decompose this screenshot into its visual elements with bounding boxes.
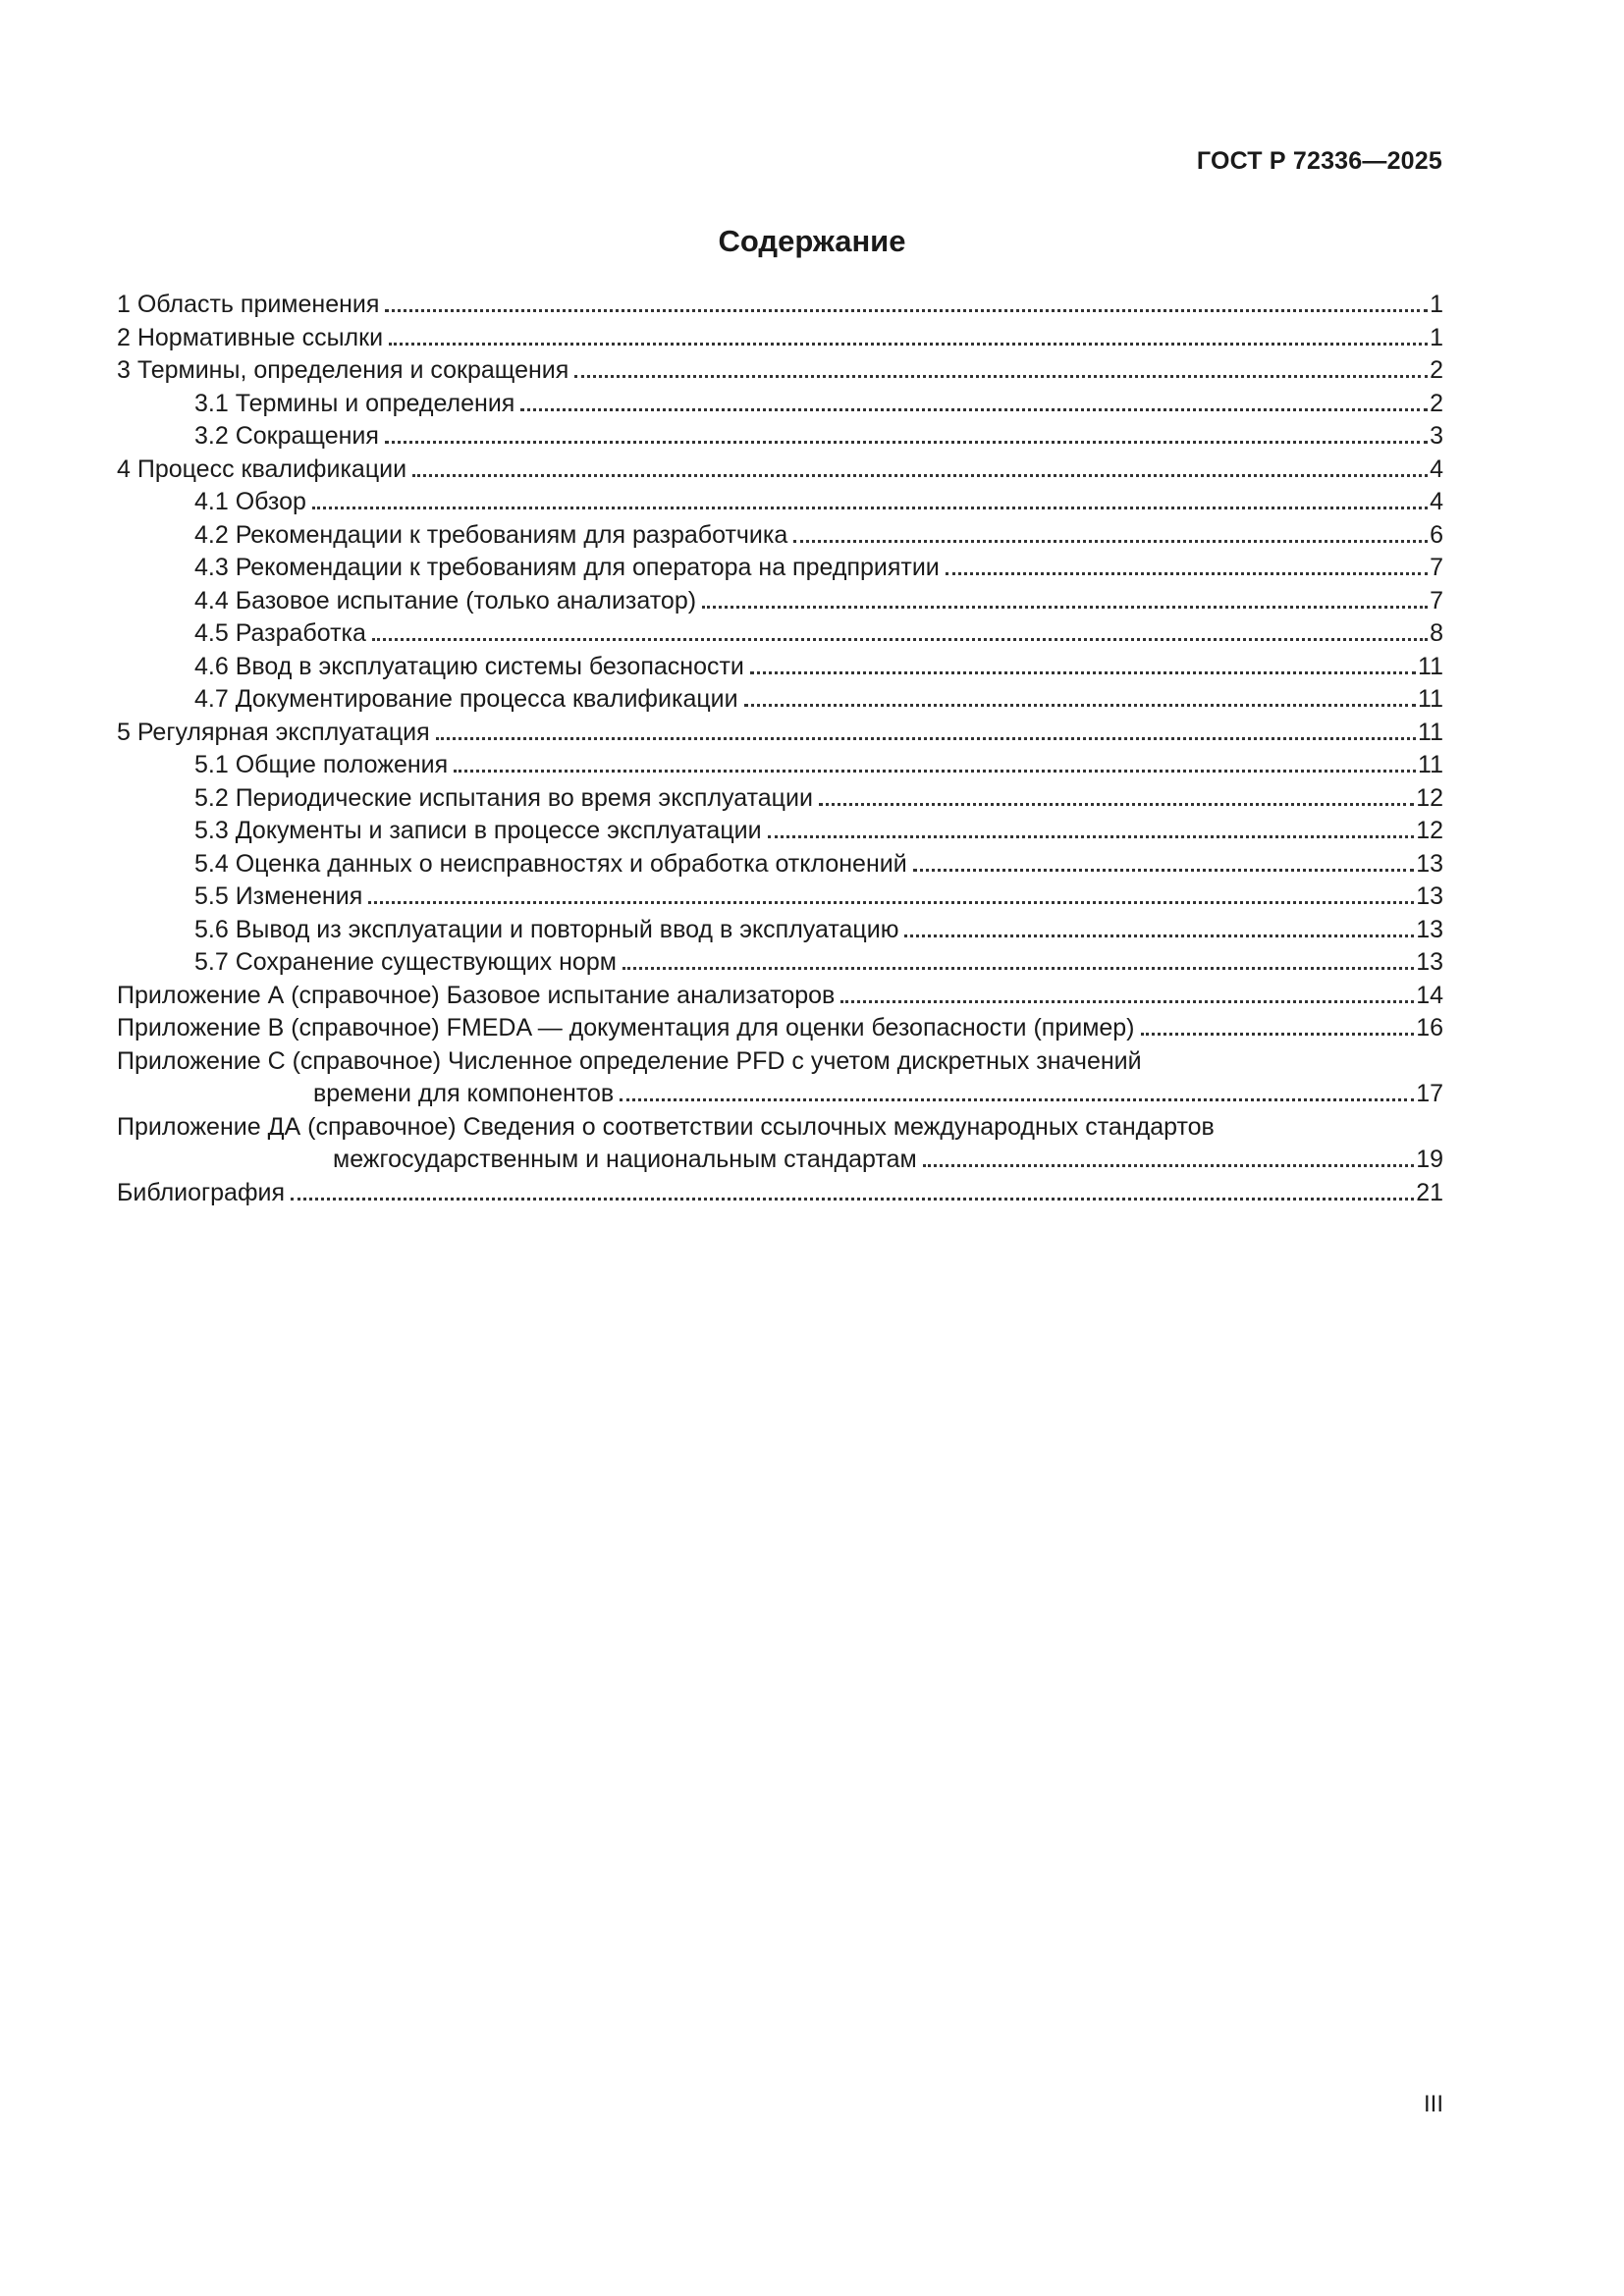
toc-entry-appendix-da[interactable] xyxy=(117,1111,1443,1177)
toc-entry[interactable] xyxy=(117,617,1443,651)
toc-entry[interactable] xyxy=(117,322,1443,355)
toc-entry-title: 4.2 Рекомендации к требованиям для разработчика xyxy=(194,520,788,549)
dot-leader xyxy=(312,507,1428,509)
toc-entry-title: 3 Термины, определения и сокращения xyxy=(117,356,569,384)
toc-entry-page: 11 xyxy=(1418,718,1443,746)
dot-leader xyxy=(368,901,1414,904)
toc-entry[interactable] xyxy=(117,486,1443,519)
toc-entry-page: 21 xyxy=(1416,1178,1443,1206)
toc-entry-page: 1 xyxy=(1430,291,1443,318)
dot-leader xyxy=(923,1164,1415,1167)
toc-entry-title: 1 Область применения xyxy=(117,291,380,318)
toc-entry-page: 2 xyxy=(1430,389,1443,417)
toc-entry-page: 6 xyxy=(1430,520,1443,549)
dot-leader xyxy=(913,869,1415,872)
toc-entry-title: 3.1 Термины и определения xyxy=(194,389,515,417)
toc-entry-bibliography[interactable] xyxy=(117,1177,1443,1210)
dot-leader xyxy=(623,967,1414,970)
toc-entry-appendix-c[interactable] xyxy=(117,1045,1443,1111)
dot-leader xyxy=(946,572,1428,575)
toc-entry[interactable] xyxy=(117,782,1443,816)
toc-entry-page: 11 xyxy=(1418,685,1443,713)
dot-leader xyxy=(620,1098,1414,1101)
toc-entry-title: Приложение ДА (справочное) Сведения о соответствии ссылочных международных стандартов xyxy=(117,1112,1215,1141)
toc-entry-title: 3.2 Сокращения xyxy=(194,422,379,450)
dot-leader xyxy=(372,638,1428,641)
dot-leader xyxy=(702,606,1428,609)
toc-entry-title: Библиография xyxy=(117,1178,286,1206)
dot-leader xyxy=(744,704,1416,707)
toc-entry-page: 2 xyxy=(1430,356,1443,384)
toc-entry-title: 4.6 Ввод в эксплуатацию системы безопасности xyxy=(194,652,744,680)
dot-leader xyxy=(454,770,1416,773)
dot-leader xyxy=(819,803,1414,806)
dot-leader xyxy=(520,408,1428,411)
toc-entry-page: 12 xyxy=(1416,783,1443,812)
toc-entry[interactable] xyxy=(117,651,1443,684)
toc-entry[interactable] xyxy=(117,519,1443,553)
toc-entry-title: 4.1 Обзор xyxy=(194,488,306,515)
toc-entry-title: 5 Регулярная эксплуатация xyxy=(117,718,430,746)
toc-entry-page: 13 xyxy=(1416,849,1443,878)
toc-entry-title: Приложение А (справочное) Базовое испытание анализаторов xyxy=(117,981,836,1009)
page-number: III xyxy=(1423,2091,1443,2117)
toc-entry-page: 14 xyxy=(1416,981,1443,1009)
dot-leader xyxy=(389,343,1428,346)
toc-entry-title-cont: времени для компонентов xyxy=(313,1080,615,1107)
toc-title: Содержание xyxy=(718,224,906,258)
toc-entry-page: 1 xyxy=(1430,323,1443,351)
toc-entry-title: 5.1 Общие положения xyxy=(194,751,449,778)
toc-entry-title: 4 Процесс квалификации xyxy=(117,454,407,483)
toc-entry[interactable] xyxy=(117,717,1443,750)
toc-entry-title: 5.2 Периодические испытания во время эксплуатации xyxy=(194,783,813,812)
toc-entry[interactable] xyxy=(117,552,1443,585)
toc-entry-title: 5.3 Документы и записи в процессе эксплуатации xyxy=(194,817,762,844)
toc-entry-page: 12 xyxy=(1416,817,1443,844)
toc-entry-title: 5.7 Сохранение существующих норм xyxy=(194,948,617,976)
toc-entry[interactable] xyxy=(117,420,1443,454)
toc-entry[interactable] xyxy=(117,881,1443,914)
toc-entry-title: 4.7 Документирование процесса квалификации xyxy=(194,685,738,713)
dot-leader xyxy=(385,309,1428,312)
dot-leader xyxy=(768,835,1415,838)
toc-entry-page: 13 xyxy=(1416,948,1443,976)
toc-entry-page: 17 xyxy=(1416,1080,1443,1107)
toc-entry-title: 5.5 Изменения xyxy=(194,882,363,910)
toc-entry-page: 19 xyxy=(1416,1146,1443,1173)
dot-leader xyxy=(1141,1033,1415,1036)
standard-code: ГОСТ Р 72336—2025 xyxy=(1196,147,1442,175)
toc-entry-title: 2 Нормативные ссылки xyxy=(117,323,384,351)
toc-entry-page: 11 xyxy=(1418,652,1443,680)
dot-leader xyxy=(385,441,1428,444)
dot-leader xyxy=(750,671,1416,674)
dot-leader xyxy=(793,540,1428,543)
toc-entry-title: 4.3 Рекомендации к требованиям для оператора на предприятии xyxy=(194,554,940,581)
toc-entry[interactable] xyxy=(117,946,1443,980)
toc-entry-title-cont: межгосударственным и национальным стандартам xyxy=(333,1146,917,1173)
toc-entry-title: 5.6 Вывод из эксплуатации и повторный ввод в эксплуатацию xyxy=(194,915,899,943)
toc-entry-page: 4 xyxy=(1430,454,1443,483)
toc-entry-title: 4.5 Разработка xyxy=(194,619,366,647)
toc-entry[interactable] xyxy=(117,683,1443,717)
toc-entry[interactable] xyxy=(117,749,1443,782)
toc-entry-page: 4 xyxy=(1430,488,1443,515)
toc-entry[interactable] xyxy=(117,388,1443,421)
toc-entry-page: 13 xyxy=(1416,915,1443,943)
toc-entry-page: 13 xyxy=(1416,882,1443,910)
toc-entry[interactable] xyxy=(117,289,1443,322)
dot-leader xyxy=(412,474,1428,477)
toc-entry[interactable] xyxy=(117,980,1443,1013)
toc-entry-page: 7 xyxy=(1430,586,1443,614)
toc-entry-page: 11 xyxy=(1418,751,1443,778)
table-of-contents xyxy=(117,289,1443,1209)
toc-entry[interactable] xyxy=(117,1012,1443,1045)
toc-entry[interactable] xyxy=(117,354,1443,388)
dot-leader xyxy=(904,934,1414,937)
toc-entry[interactable] xyxy=(117,848,1443,881)
toc-entry-title: Приложение В (справочное) FMEDA — документация для оценки безопасности (пример) xyxy=(117,1014,1135,1041)
toc-entry-page: 7 xyxy=(1430,554,1443,581)
toc-entry-page: 3 xyxy=(1430,422,1443,450)
toc-entry-title: Приложение С (справочное) Численное определение PFD с учетом дискретных значений xyxy=(117,1046,1142,1075)
toc-entry-page: 8 xyxy=(1430,619,1443,647)
toc-entry[interactable] xyxy=(117,585,1443,618)
dot-leader xyxy=(436,737,1416,740)
toc-entry[interactable] xyxy=(117,815,1443,848)
dot-leader xyxy=(840,1000,1414,1003)
toc-entry-page: 16 xyxy=(1416,1014,1443,1041)
toc-entry[interactable] xyxy=(117,454,1443,487)
toc-entry-title: 4.4 Базовое испытание (только анализатор) xyxy=(194,586,697,614)
toc-entry-title: 5.4 Оценка данных о неисправностях и обработка отклонений xyxy=(194,849,907,878)
toc-entry[interactable] xyxy=(117,914,1443,947)
dot-leader xyxy=(574,375,1428,378)
dot-leader xyxy=(291,1198,1414,1201)
